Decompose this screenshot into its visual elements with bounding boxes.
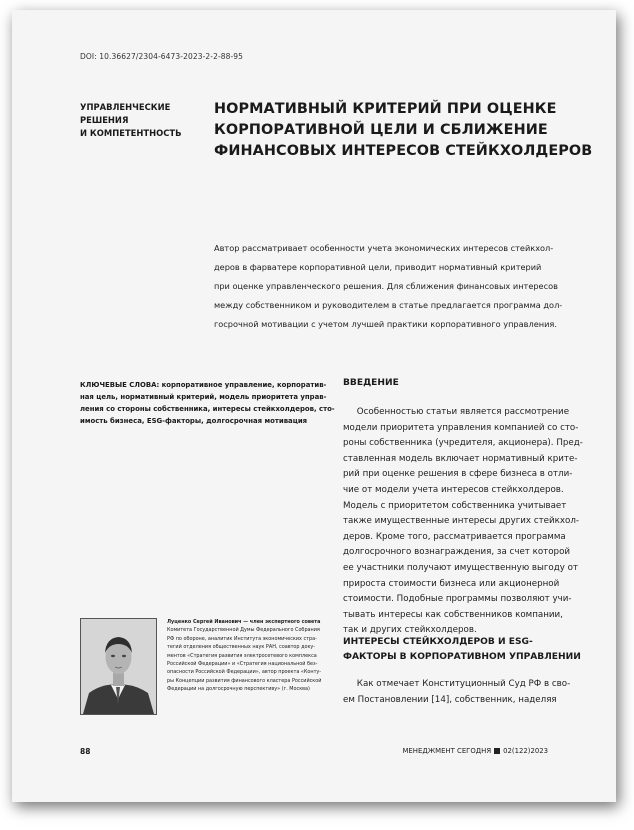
square-separator-icon: [494, 748, 500, 754]
intro-line: ставленная модель включает нормативный крите-: [343, 453, 578, 464]
intro-line: роны собственника (учредителя, акционера). Пред-: [343, 438, 583, 449]
abstract-line: при оценке управленческого решения. Для сближения финансовых интересов: [214, 281, 558, 291]
interests-line: Как отмечает Конституционный Суд РФ в сво-: [343, 679, 571, 689]
keywords-line: КЛЮЧЕВЫЕ СЛОВА: корпоративное управление, корпоратив-: [80, 381, 327, 389]
author-bio: [167, 618, 329, 694]
bio-line: опасности Российской Федерации», автор проекта «Конту-: [167, 669, 322, 676]
bio-line: Российской Федерации» и «Стратегия национальной без-: [167, 661, 318, 668]
rubric-line: РЕШЕНИЯ: [80, 115, 129, 125]
rubric-line: УПРАВЛЕНЧЕСКИЕ: [80, 102, 171, 112]
heading-line: ФАКТОРЫ В КОРПОРАТИВНОМ УПРАВЛЕНИИ: [343, 652, 581, 662]
interests-heading: [343, 635, 581, 665]
interests-line: ем Постановлении [14], собственник, наделяя: [343, 694, 557, 705]
journal-issue: 02(122)2023: [503, 747, 548, 755]
journal-footer: [402, 747, 548, 755]
intro-line: рий при оценке решения в сфере бизнеса в отли-: [343, 469, 573, 480]
bio-line: Луценко Сергей Иванович — член экспертного совета: [167, 619, 321, 625]
journal-page: [12, 10, 616, 802]
intro-line: тывать интересы как собственников компании,: [343, 609, 563, 620]
bio-line: Комитета Государственной Думы Федерального Собрания: [167, 627, 320, 634]
author-photo: [80, 618, 157, 715]
abstract-line: между собственником и руководителем в статье предлагается программа дол-: [214, 300, 563, 310]
intro-line: прироста стоимости бизнеса или акционерной: [343, 578, 560, 589]
author-portrait: [81, 619, 156, 714]
intro-line: Особенностью статьи является рассмотрение: [343, 407, 570, 417]
keywords-line: имость бизнеса, ESG-факторы, долгосрочная мотивация: [80, 417, 308, 425]
intro-line: Модель с приоритетом собственника учитывает: [343, 500, 567, 511]
abstract: [214, 239, 594, 334]
intro-line: так и других стейкхолдеров.: [343, 625, 477, 636]
intro-text: [343, 405, 605, 639]
page-number: 88: [80, 747, 91, 756]
intro-line: деров. Кроме того, рассматривается программа: [343, 531, 566, 542]
bio-line: ментов «Стратегия развития электросетевого комплекса: [167, 652, 317, 659]
intro-heading: ВВЕДЕНИЕ: [343, 378, 399, 388]
keywords: [80, 379, 335, 427]
intro-line: также имущественные интересы других стейкхол-: [343, 516, 580, 527]
interests-text: [343, 677, 605, 708]
journal-name: МЕНЕДЖМЕНТ СЕГОДНЯ: [402, 747, 492, 755]
bio-line: РФ по обороне, аналитик Института экономических стра-: [167, 635, 317, 642]
bio-line: тегий отделения общественных наук РАН, соавтор доку-: [167, 644, 316, 651]
bio-line: Федерации на долгосрочную перспективу» (г. Москва): [167, 686, 310, 693]
abstract-line: деров в фарватере корпоративной цели, приводит нормативный критерий: [214, 262, 542, 272]
abstract-line: Автор рассматривает особенности учета экономических интересов стейкхол-: [214, 243, 554, 253]
bio-line: ры Концепции развития финансового кластера Российской: [167, 677, 322, 684]
intro-line: ее участники получают имущественную выгоду от: [343, 562, 579, 573]
abstract-line: госрочной мотивации с учетом лучшей практики корпоративного управления.: [214, 319, 557, 329]
title-line: ФИНАНСОВЫХ ИНТЕРЕСОВ СТЕЙКХОЛДЕРОВ: [214, 143, 593, 159]
title-line: КОРПОРАТИВНОЙ ЦЕЛИ И СБЛИЖЕНИЕ: [214, 122, 548, 138]
section-rubric: [80, 101, 200, 140]
intro-line: чие от модели учета интересов стейкхолдеров.: [343, 484, 564, 495]
keywords-line: ления со стороны собственника, интересы стейкхолдеров, сто-: [80, 405, 335, 413]
intro-line: стоимости. Подобные программы позволяют учи-: [343, 594, 572, 605]
heading-line: ИНТЕРЕСЫ СТЕЙКХОЛДЕРОВ И ESG-: [343, 637, 533, 647]
article-title: [214, 99, 604, 162]
keywords-line: ная цель, нормативный критерий, модель приоритета управ-: [80, 393, 327, 401]
intro-line: модели приоритета управления компанией со сто-: [343, 422, 579, 433]
rubric-line: И КОМПЕТЕНТНОСТЬ: [80, 128, 182, 138]
intro-line: долгосрочного вознаграждения, за счет которой: [343, 547, 571, 558]
doi-line: DOI: 10.36627/2304-6473-2023-2-2-88-95: [80, 52, 244, 61]
title-line: НОРМАТИВНЫЙ КРИТЕРИЙ ПРИ ОЦЕНКЕ: [214, 101, 557, 117]
